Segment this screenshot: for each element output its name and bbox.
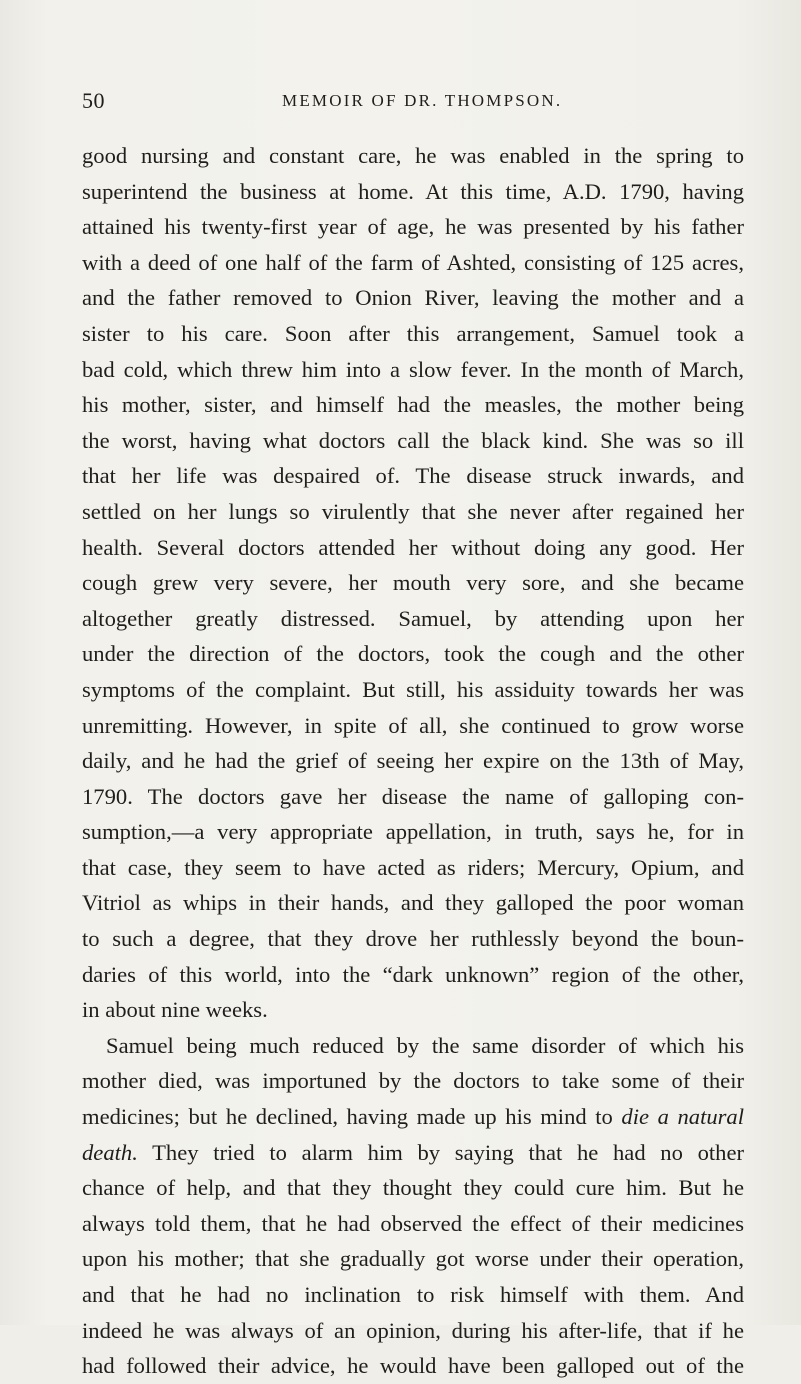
text-line: health. Several doctors attended her without doing any good. Her (82, 534, 744, 560)
text-line: unremitting. However, in spite of all, she continued to grow worse (82, 712, 744, 738)
text-line: his mother, sister, and himself had the measles, the mother being (82, 392, 744, 418)
text-line: 1790. The doctors gave her disease the name of galloping con- (82, 783, 744, 809)
body-text (82, 138, 744, 1384)
italic-text: die a natural (621, 1104, 744, 1130)
text-line: in about nine weeks. (82, 997, 268, 1023)
paragraph (82, 138, 744, 1028)
text-line: altogether greatly distressed. Samuel, by attending upon her (82, 605, 744, 631)
text-line: Vitriol as whips in their hands, and they galloped the poor woman (82, 890, 744, 916)
text-line: with a deed of one half of the farm of Ashted, consisting of 125 acres, (82, 249, 744, 275)
text-line (82, 1135, 744, 1171)
text-line: and the father removed to Onion River, leaving the mother and a (82, 285, 744, 311)
text-line: always told them, that he had observed the effect of their medicines (82, 1210, 744, 1236)
text-line: that her life was despaired of. The disease struck inwards, and (82, 463, 744, 489)
text-segment: They tried to alarm him by saying that he had no other (137, 1139, 744, 1165)
text-line: chance of help, and that they thought they could cure him. But he (82, 1175, 744, 1201)
text-line: to such a degree, that they drove her ruthlessly beyond the boun- (82, 926, 744, 952)
text-line: under the direction of the doctors, took the cough and the other (82, 641, 744, 667)
text-line: and that he had no inclination to risk himself with them. And (82, 1282, 744, 1307)
text-line: sister to his care. Soon after this arrangement, Samuel took a (82, 320, 744, 346)
text-line: good nursing and constant care, he was enabled in the spring to (82, 143, 744, 168)
text-line (82, 1099, 744, 1135)
text-line: the worst, having what doctors call the black kind. She was so ill (82, 427, 744, 453)
text-line: sumption,—a very appropriate appellation, in truth, says he, for in (82, 819, 744, 845)
running-head: MEMOIR OF DR. THOMPSON. (282, 91, 563, 110)
text-line: upon his mother; that she gradually got worse under their operation, (82, 1246, 744, 1272)
text-line: daily, and he had the grief of seeing her expire on the 13th of May, (82, 748, 744, 774)
text-line: daries of this world, into the “dark unknown” region of the other, (82, 961, 744, 987)
text-line: had followed their advice, he would have been galloped out of the (82, 1353, 744, 1379)
italic-text: death. (82, 1139, 138, 1165)
text-segment: medicines; but he declined, having made up his mind to (82, 1104, 622, 1130)
text-line: symptoms of the complaint. But still, his assiduity towards her was (82, 676, 744, 702)
page-header (82, 88, 744, 118)
text-line: attained his twenty-first year of age, he was presented by his father (82, 214, 744, 240)
text-line: superintend the business at home. At this time, A.D. 1790, having (82, 178, 744, 204)
text-line: cough grew very severe, her mouth very sore, and she became (82, 570, 744, 596)
text-line: settled on her lungs so virulently that she never after regained her (82, 498, 744, 524)
text-line: bad cold, which threw him into a slow fever. In the month of March, (82, 356, 744, 382)
page-number: 50 (82, 88, 105, 113)
text-line: that case, they seem to have acted as riders; Mercury, Opium, and (82, 854, 744, 880)
text-line: Samuel being much reduced by the same disorder of which his (106, 1032, 744, 1058)
text-line: indeed he was always of an opinion, during his after-life, that if he (82, 1317, 744, 1343)
paragraph (82, 1028, 744, 1384)
text-line: mother died, was importuned by the doctors to take some of their (82, 1068, 744, 1094)
